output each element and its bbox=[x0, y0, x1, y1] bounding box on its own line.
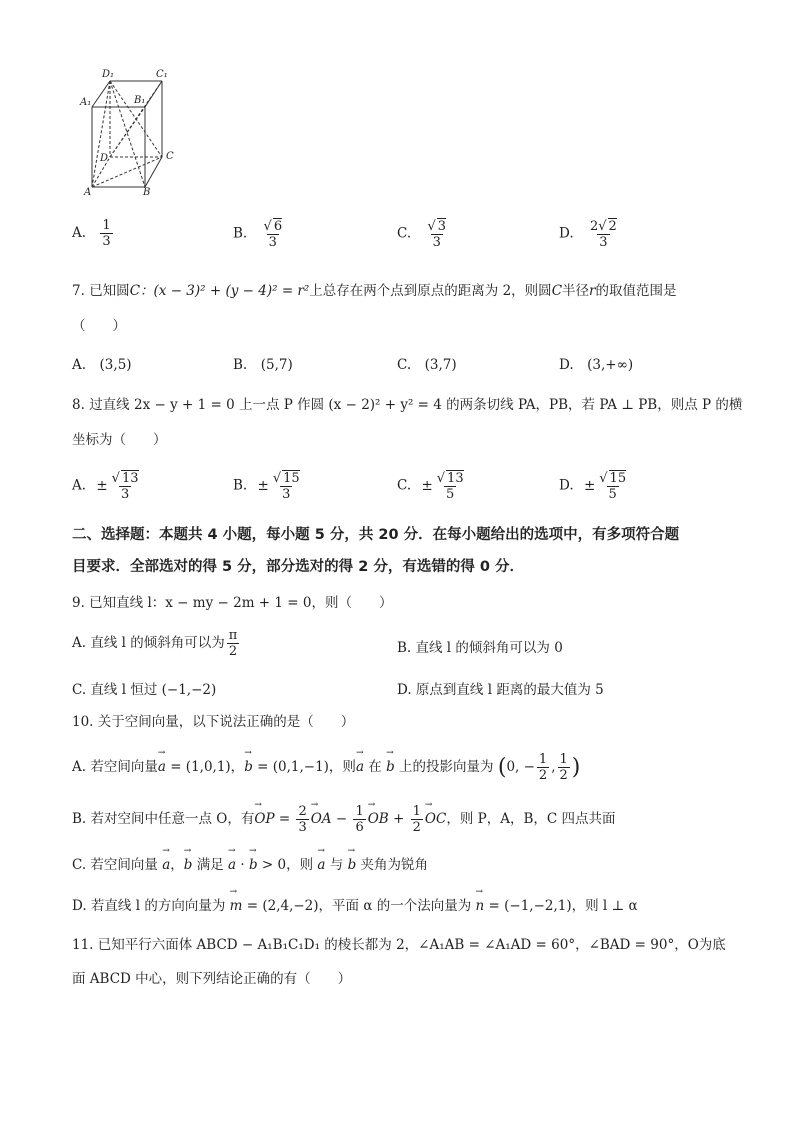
q6-option-d-den: 3 bbox=[599, 235, 608, 250]
q9-option-c: C. 直线 l 恒过 (−1,−2) bbox=[72, 682, 217, 698]
edge-BC bbox=[145, 157, 162, 187]
q9-option-d: D. 原点到直线 l 距离的最大值为 5 bbox=[397, 682, 604, 698]
q6-option-d-label: D. bbox=[559, 225, 574, 242]
q6-option-a-fraction bbox=[100, 218, 112, 249]
q10-option-b: B. 若对空间中任意一点 O，有→ OP = $\frac{2}{3}$ → OA − $\frac{1}{6}$ → OB + $\frac{1}{2}$ → OC，则 P，A，B，C 四点共面 bbox=[72, 804, 616, 835]
q6-option-b bbox=[233, 218, 286, 250]
q10-option-d: D. 若直线 l 的方向向量为 → m = (2,4,−2)，平面 α 的一个法向量为 → n = (−1,−2,1)，则 l ⊥ α bbox=[72, 894, 638, 914]
q6-option-b-label: B. bbox=[233, 225, 248, 242]
q9-option-a: A. 直线 l 的倾斜角可以为 $\frac{\pi}{2}$ bbox=[72, 628, 238, 659]
q6-option-d-radicand: 2 bbox=[608, 219, 617, 234]
q10-option-c: C. 若空间向量 → a，→ b 满足 → a · → b > 0，则 → a 与 → b 夹角为锐角 bbox=[72, 853, 428, 873]
q6-option-d-coef: 2 bbox=[589, 219, 599, 234]
diag-D1A bbox=[92, 81, 110, 187]
q7-stem: 7. 已知圆C：(x − 3)² + (y − 4)² = r²上总存在两个点到原点的距离为 2，则圆C半径r的取值范围是 bbox=[72, 283, 677, 299]
q10-stem: 10. 关于空间向量，以下说法正确的是（ ） bbox=[72, 714, 355, 730]
q7-option-a: A. (3,5) bbox=[72, 357, 132, 373]
q7-option-d: D. (3,+∞) bbox=[559, 357, 634, 373]
q6-option-a bbox=[72, 218, 115, 249]
q6-option-c-radicand: 3 bbox=[437, 219, 447, 234]
prism-figure bbox=[70, 65, 190, 200]
q6-option-a-num: 1 bbox=[102, 218, 111, 233]
label-A: A bbox=[84, 187, 92, 198]
q6-option-d bbox=[559, 218, 621, 250]
q7-number: 7. bbox=[72, 283, 85, 299]
q6-option-b-fraction: $\frac{√ 6}{3}$ bbox=[263, 219, 283, 250]
label-B1: B₁ bbox=[134, 95, 146, 106]
q6-option-a-den: 3 bbox=[102, 234, 111, 249]
edge-A1D1 bbox=[92, 81, 110, 107]
q8-option-c: C. ± $\frac{√ 13}{5}$ bbox=[397, 471, 464, 502]
q10-option-a: A. 若空间向量→ a = (1,0,1)，→ b = (0,1,−1)，则→ a 在 → b 上的投影向量为 (0, − $\frac{1}{2}$ , $\frac{1}{2}$ ) bbox=[72, 752, 580, 783]
q7-option-c: C. (3,7) bbox=[397, 357, 457, 373]
label-D1: D₁ bbox=[102, 69, 115, 80]
section2-heading-line2: 目要求．全部选对的得 5 分，部分选对的得 2 分，有选错的得 0 分． bbox=[72, 559, 525, 575]
label-C: C bbox=[166, 151, 174, 162]
q8-option-b: B. ± $\frac{√ 15}{3}$ bbox=[233, 471, 300, 502]
q8-option-a: A. ± $\frac{√ 13}{3}$ bbox=[72, 471, 139, 502]
q11-stem-line2: 面 ABCD 中心，则下列结论正确的有（ ） bbox=[72, 971, 352, 987]
q6-option-a-label: A. bbox=[72, 225, 87, 241]
q6-option-b-radicand: 6 bbox=[273, 219, 283, 234]
q6-option-c-label: C. bbox=[397, 225, 412, 242]
label-A1: A₁ bbox=[80, 97, 92, 108]
q8-stem-line1: 8. 过直线 2x − y + 1 = 0 上一点 P 作圆 (x − 2)² + y² = 4 的两条切线 PA，PB，若 PA ⊥ PB，则点 P 的横 bbox=[72, 397, 743, 413]
q6-option-c bbox=[397, 218, 450, 250]
q8-number: 8. bbox=[72, 397, 85, 413]
q11-stem-line1: 11. 已知平行六面体 ABCD − A₁B₁C₁D₁ 的棱长都为 2，∠A₁AB = ∠A₁AD = 60°，∠BAD = 90°，O为底 bbox=[72, 937, 726, 953]
q6-option-c-den: 3 bbox=[432, 235, 441, 250]
label-B: B bbox=[143, 187, 151, 198]
label-C1: C₁ bbox=[156, 69, 168, 80]
q7-option-b: B. (5,7) bbox=[233, 357, 293, 373]
q6-option-d-fraction: $\frac{2√ 2}{3}$ bbox=[589, 219, 617, 250]
q8-option-d: D. ± $\frac{√ 15}{5}$ bbox=[559, 471, 627, 502]
label-D: D bbox=[100, 153, 109, 164]
q9-option-b: B. 直线 l 的倾斜角可以为 0 bbox=[397, 640, 563, 656]
q9-stem: 9. 已知直线 l：x − my − 2m + 1 = 0，则（ ） bbox=[72, 595, 393, 611]
q7-answer-paren: （ ） bbox=[72, 318, 126, 334]
section2-heading-line1: 二、选择题：本题共 4 小题，每小题 5 分，共 20 分．在每小题给出的选项中，有多项符合题 bbox=[72, 527, 680, 543]
q6-option-b-den: 3 bbox=[268, 235, 277, 250]
q6-option-c-fraction: $\frac{√ 3}{3}$ bbox=[427, 219, 447, 250]
q8-stem-line2: 坐标为（ ） bbox=[72, 432, 167, 448]
